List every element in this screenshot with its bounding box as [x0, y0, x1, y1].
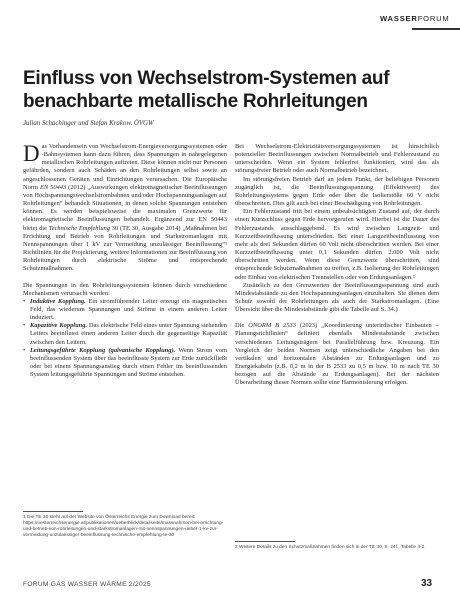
list-item: • Kapazitive Kopplung. Das elektrische Feld eines unter Spannung stehenden Leiters beeinflusst einen anderen Leiter durch die gegenseitige Kapazität zwischen den Leitern. [23, 322, 227, 346]
footnote-rule [23, 511, 83, 512]
paragraph: Die ÖNORM B 2533 (2023) „Koordinierung unterirdischer Einbauten – Planungsrichtlinien“ definiert ebenfalls Mindestabstände zwischen verschiedenen Leitungsträgern bei Parallelführung bzw. Kreuzung. Ein Vergleich der beiden Normen zeigt unterschiedliche Angaben bei den vertikalen und horizontalen Abständen zu Erdungsanlagen und zu Energiekabeln (z.B. 0,2 m in der B 2533 zu 0,5 m bzw. 10 m nach TE 30 bezogen auf die Abstände zu Erdungsanlagen). Bei der nächsten Überarbeitung dieser Normen sollte eine Harmonisierung erfolgen. [235, 322, 439, 387]
mechanism-list [23, 298, 227, 380]
footnote-2: 2 Weitere Details zu den Schutzmaßnahmen finden sich in der TE 30, S. 24f., Tabelle 4-2. [235, 544, 426, 550]
footnote-1: 1 Die TE 30 steht auf der Website von Österreichs Energie zum Download bereit: https://oesterreichsenergie.at/publikationen/ueberblick/detailseite/massnahmen-bei-errichtung-und-betrieb-von-rohrleitungen-und-starkstromanlagen-mit-nennspannungen-ueber-1-kv-zur-vermeidung-unzulaessiger-beeinflussung-technische-empfehlung-te-30 [23, 514, 224, 538]
paragraph: Ein Fehlerzustand tritt bei einem unbeabsichtigten Zustand auf, der durch einen Kurzschluss gegen Erde hervorgerufen wird. Hierbei ist die Dauer des Fehlerzustands ausschlaggebend. Es wird zwischen Langzeit- und Kurzzeitbeeinflussung unterschieden. Bei einer Langzeitbeeinflussung von mehr als drei Sekunden dürfen 60 Volt nicht überschritten werden. Bei einer Kurzzeitbeeinflussung unter 0,1 Sekunden dürfen 2.000 Volt nicht überschritten werden. Wenn diese Grenzwerte überschritten, sind entsprechende Schutzmaßnahmen zu treffen, z.B. Isolierung der Rohrleitungen oder Einbau von elektrischen Trennstellen oder von Erdungsanlagen.² [235, 208, 439, 281]
header-rule [412, 28, 460, 30]
left-footnote-block [23, 511, 227, 539]
right-column [235, 143, 439, 388]
footnote-rule [235, 541, 295, 542]
article-title: Einfluss von Wechselstrom-Systemen auf benachbarte metallische Rohrleitungen [23, 68, 390, 112]
left-column [23, 143, 227, 379]
list-item: • Induktive Kopplung. Ein stromführender Leiter erzeugt ein magnetisches Feld, das wiederum Spannungen und Ströme in einem anderen Leiter induziert. [23, 297, 227, 322]
article-authors: Julian Schachinger und Stefan Krakow, ÖVGW [23, 120, 154, 127]
paragraph: Bei Wechselstrom-Elektrizitätsversorgungssystemen ist hinsichtlich potenzieller Beeinflussungen zwischen Normalbetrieb und Fehlerzustand zu unterscheiden. Wenn ein System fehlerfrei funktioniert, wird das als störungsfreier Betrieb oder auch Normalbetrieb bezeichnet. [235, 143, 439, 175]
intro-paragraph: Das Vorhandensein von Wechselstrom-Energieversorgungssystemen oder -Bahnsystemen kann dazu führen, dass Spannungen in nahegelegenen metallischen Rohrleitungen auftreten. Diese können nicht nur Personen gefährden, sondern auch Schäden an den Rohrleitungen selbst sowie an angeschlossenen Geräten und Einrichtungen verursachen. Die Europäische Norm EN 50443 (2012) „Auswirkungen elektromagnetischer Beeinflussungen von Hochspannungswechselstrombahnen und/oder Hochspannungsanlagen auf Rohrleitungen“ behandelt Situationen, in denen solche Spannungen entstehen können. Es werden beispielsweise die maximalen Grenzwerte für elektromagnetische Beeinflussungen behandelt. Ergänzend zur EN 50443 bietet die Technische Empfehlung 30 (TE 30, Ausgabe 2014) „Maßnahmen bei Errichtung und Betrieb von Rohrleitungen und Starkstromanlagen mit Nennspannungen über 1 kV zur Vermeidung unzulässiger Beeinflussung“¹ Richtlinien für die Projektierung, weitere Informationen zur Beeinflussung von Rohrleitungen durch elektrische Ströme und entsprechende Schutzmaßnahmen. [23, 141, 227, 273]
section-tag: WASSERFORUM [380, 14, 450, 23]
paragraph: Im störungsfreien Betrieb darf an jedem Punkt, der beliebigen Personen zugänglich ist, die Beeinflussungsspannung (Effektivwert) des Rohrleitungssystems gegen Erde oder über die Isolierstöße 60 V nicht überschreiten. Dies gilt auch bei einer Beschädigung von Rohrleitungen. [235, 175, 439, 208]
mechanisms-intro: Die Spannungen in den Rohrleitungssystemen können durch verschiedene Mechanismen verursacht werden: [23, 281, 227, 297]
list-item: • Leitungsgeführte Kopplung (galvanische Kopplung). Wenn Strom vom beeinflussenden System über das beeinflusste System zur Erde zurückfließt oder bei einem Spannungsanstieg durch einen Fehler im beeinflussenden System leitungsgeführte Spannungen und Ströme entstehen. [23, 346, 227, 379]
journal-footer: FORUM GAS WASSER WÄRME 2/2025 [23, 581, 151, 588]
page-number: 33 [421, 578, 433, 589]
drop-cap: D [23, 141, 40, 166]
right-footnote-block [235, 541, 439, 551]
paragraph: Zusätzlich zu den Grenzwerten der Beeinflussungsspannung sind auch Mindestabstände zu den Hochspannungsanlagen einzuhalten. Sie dienen dem Schutz sowohl der Rohrleitungen als auch der Starkstromanlagen. (Eine Übersicht über die Mindestabstände gibt die Tabelle auf S. 34.) [235, 281, 439, 314]
